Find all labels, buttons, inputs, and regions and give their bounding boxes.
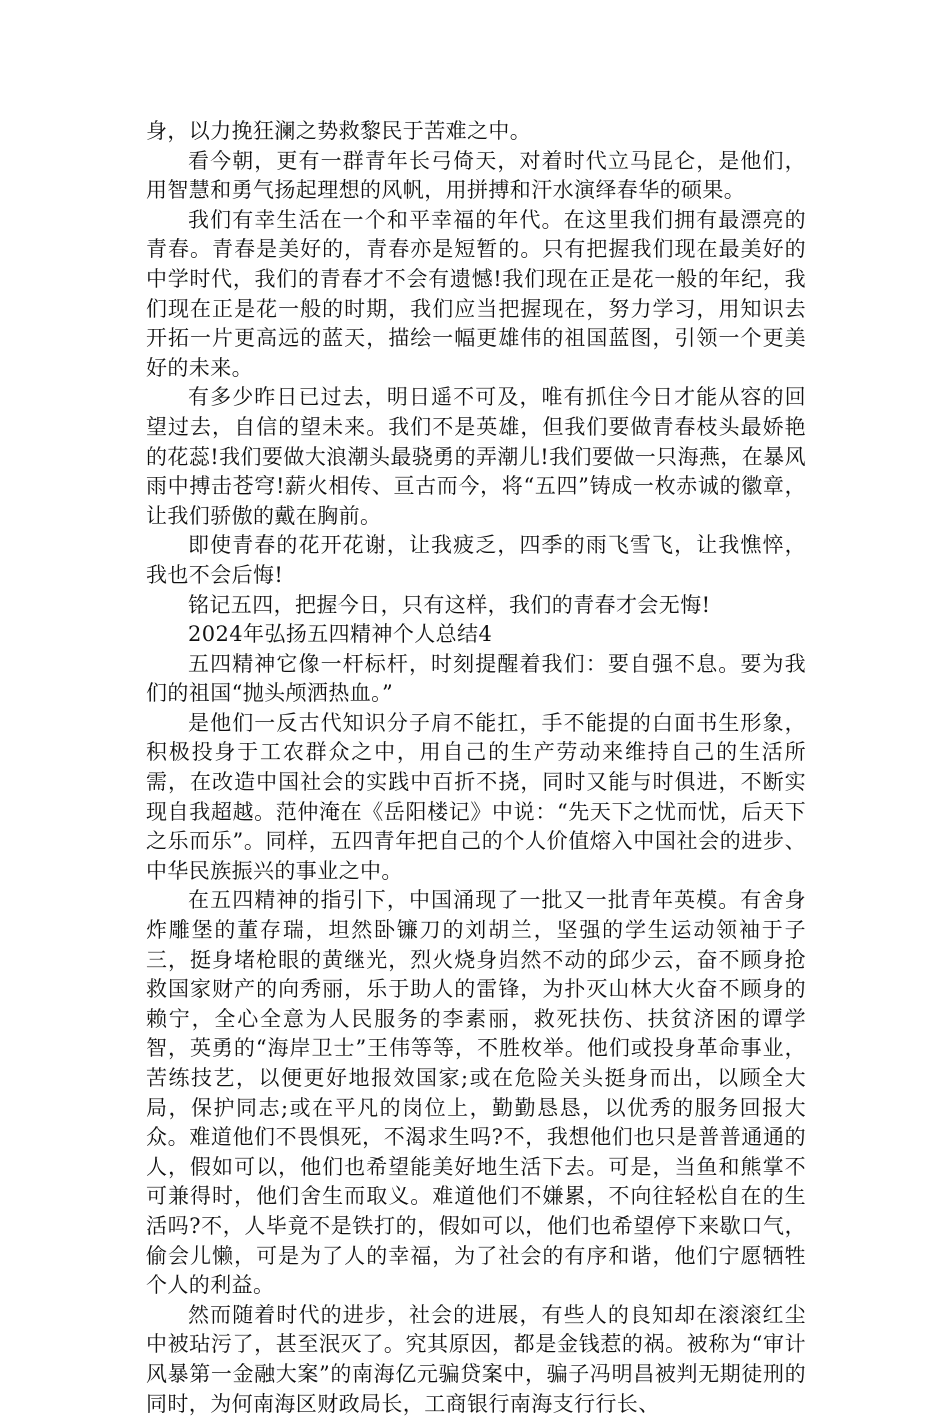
paragraph-3: 我们有幸生活在一个和平幸福的年代。在这里我们拥有最漂亮的青春。青春是美好的，青春亦是短暂的。只有把握我们现在最美好的中学时代，我们的青春才不会有遗憾!我们现在正是花一般的年纪，我们现在正是花一般的时期，我们应当把握现在，努力学习，用知识去开拓一片更高远的蓝天，描绘一幅更雄伟的祖国蓝图，引领一个更美好的未来。: [146, 207, 806, 380]
paragraph-2: 看今朝，更有一群青年长弓倚天，对着时代立马昆仑，是他们，用智慧和勇气扬起理想的风帆，用拼搏和汗水演绎春华的硕果。: [146, 148, 806, 203]
paragraph-8: 是他们一反古代知识分子肩不能扛，手不能提的白面书生形象，积极投身于工农群众之中，用自己的生产劳动来维持自己的生活所需，在改造中国社会的实践中百折不挠，同时又能与时俱进，不断实现自我超越。范仲淹在《岳阳楼记》中说：“先天下之忧而忧，后天下之乐而乐”。同样，五四青年把自己的个人价值熔入中国社会的进步、中华民族振兴的事业之中。: [146, 710, 806, 883]
paragraph-10: 然而随着时代的进步，社会的进展，有些人的良知却在滚滚红尘中被玷污了，甚至泯灭了。究其原因，都是金钱惹的祸。被称为“审计风暴第一金融大案”的南海亿元骗贷案中，骗子冯明昌被判无期徒刑的同时，为何南海区财政局长，工商银行南海支行行长、: [146, 1302, 806, 1416]
section-heading: 2024年弘扬五四精神个人总结4: [188, 622, 493, 647]
paragraph-5: 即使青春的花开花谢，让我疲乏，四季的雨飞雪飞，让我憔悴，我也不会后悔!: [146, 533, 806, 587]
paragraph-6: 铭记五四，把握今日，只有这样，我们的青春才会无悔!: [188, 592, 711, 617]
paragraph-7: 五四精神它像一杆标杆，时刻提醒着我们：要自强不息。要为我们的祖国“抛头颅洒热血。”: [146, 651, 806, 706]
document-page: [146, 117, 806, 1419]
paragraph-4: 有多少昨日已过去，明日遥不可及，唯有抓住今日才能从容的回望过去，自信的望未来。我们不是英雄，但我们要做青春枝头最娇艳的花蕊!我们要做大浪潮头最骁勇的弄潮儿!我们要做一只海燕，在暴风雨中搏击苍穹!薪火相传、亘古而今，将“五四”铸成一枚赤诚的徽章，让我们骄傲的戴在胸前。: [146, 385, 806, 528]
paragraph-9: 在五四精神的指引下，中国涌现了一批又一批青年英模。有舍身炸雕堡的董存瑞，坦然卧镰刀的刘胡兰，坚强的学生运动领袖于子三，挺身堵枪眼的黄继光，烈火烧身岿然不动的邱少云，奋不顾身抢救国家财产的向秀丽，乐于助人的雷锋，为扑灭山林大火奋不顾身的赖宁，全心全意为人民服务的李素丽，救死扶伤、扶贫济困的谭学智，英勇的“海岸卫士”王伟等等，不胜枚举。他们或投身革命事业，苦练技艺，以便更好地报效国家;或在危险关头挺身而出，以顾全大局，保护同志;或在平凡的岗位上，勤勤恳恳，以优秀的服务回报大众。难道他们不畏惧死，不渴求生吗?不，我想他们也只是普普通通的人，假如可以，他们也希望能美好地生活下去。可是，当鱼和熊掌不可兼得时，他们舍生而取义。难道他们不嫌累，不向往轻松自在的生活吗?不，人毕竟不是铁打的，假如可以，他们也希望停下来歇口气，偷会儿懒，可是为了人的幸福，为了社会的有序和谐，他们宁愿牺牲个人的利益。: [146, 888, 806, 1298]
paragraph-1: 身，以力挽狂澜之势救黎民于苦难之中。: [146, 119, 532, 143]
